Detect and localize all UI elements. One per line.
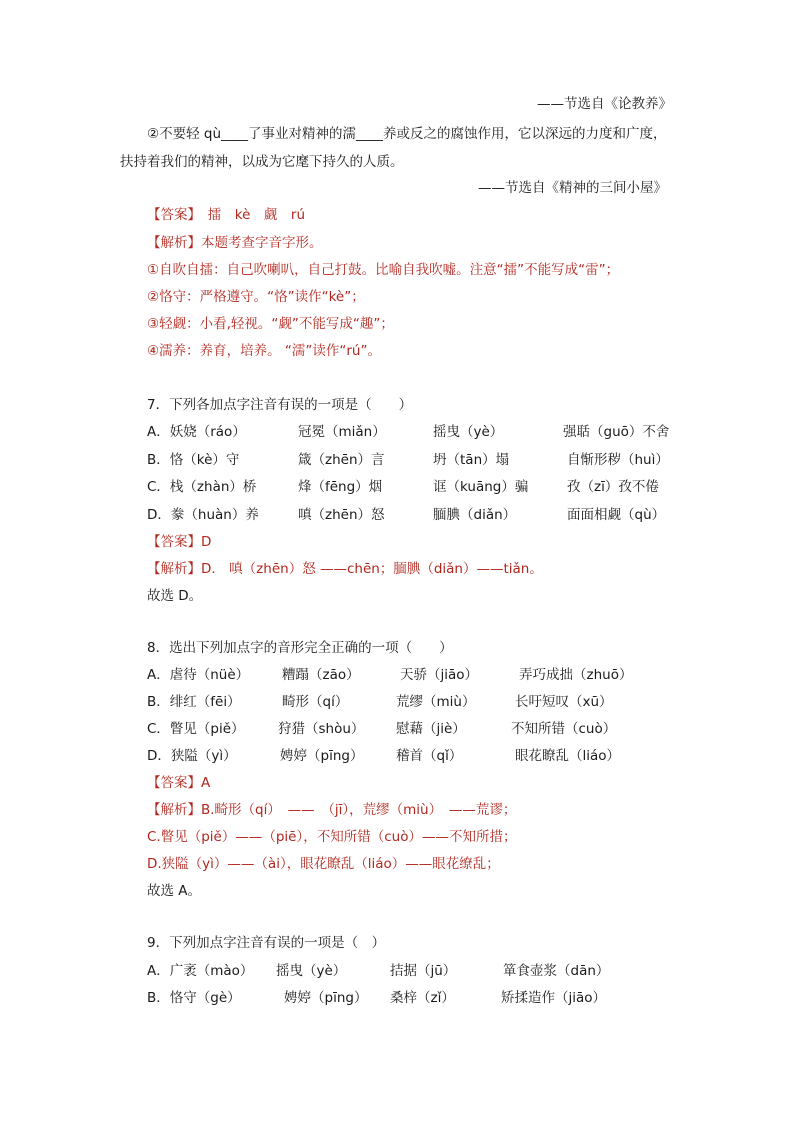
source-citation-2: ——节选自《精神的三间小屋》 — [478, 180, 667, 196]
q7-option-b-1: B．恪（kè）守 — [147, 452, 240, 468]
q8-option-c-4: 不知所错（cuò） — [511, 721, 617, 737]
q6-answer: 【答案】 擂 kè 觑 rú — [147, 207, 305, 223]
q9-option-a-1: A．广袤（mào） — [147, 963, 254, 979]
q7-option-b-2: 箴（zhēn）言 — [298, 452, 385, 468]
q8-option-b-1: B．绯红（fēi） — [147, 694, 241, 710]
q7-option-a-2: 冠冕（miǎn） — [298, 424, 386, 440]
passage-2-line-1: ②不要轻 qù____了事业对精神的濡____养或反之的腐蚀作用，它以深远的力度和广度， — [147, 126, 667, 142]
q9-option-b-2: 娉婷（pīng） — [284, 990, 368, 1006]
q8-option-a-3: 天骄（jiāo） — [400, 667, 479, 683]
q6-analysis-line: ①自吹自擂：自己吹喇叭，自己打鼓。比喻自我吹嘘。注意“擂”不能写成“雷”； — [147, 262, 620, 278]
q6-analysis-head: 【解析】本题考查字音字形。 — [147, 235, 323, 251]
q7-option-d-2: 嗔（zhēn）怒 — [298, 507, 385, 523]
q6-analysis-line: ③轻觑：小看,轻视。“觑”不能写成“趣”； — [147, 316, 394, 332]
q7-option-b-4: 自惭形秽（huì） — [567, 452, 669, 468]
q8-option-a-4: 弄巧成拙（zhuō） — [519, 667, 633, 683]
q7-option-a-4: 强聒（guō）不舍 — [563, 424, 670, 440]
q9-option-a-3: 拮据（jū） — [390, 963, 457, 979]
q8-option-b-3: 荒缪（miù） — [396, 694, 476, 710]
q7-option-c-2: 烽（fēng）烟 — [298, 479, 383, 495]
q9-stem: 9．下列加点字注音有误的一项是（ ） — [147, 935, 386, 951]
q7-option-b-3: 坍（tān）塌 — [433, 452, 510, 468]
q6-analysis-line: ④濡养：养育，培养。 “濡”读作“rú”。 — [147, 343, 381, 359]
q7-answer: 【答案】D — [147, 534, 212, 550]
q8-option-d-2: 娉婷（pīng） — [280, 748, 364, 764]
q9-option-a-2: 摇曳（yè） — [276, 963, 347, 979]
q8-analysis-line: C.瞥见（piě）——（piē），不知所错（cuò）——不知所措； — [147, 829, 517, 845]
q8-option-a-1: A．虐待（nüè） — [147, 667, 250, 683]
q6-analysis-line: ②恪守：严格遵守。“恪”读作“kè”； — [147, 289, 365, 305]
q8-option-c-1: C．瞥见（piě） — [147, 721, 245, 737]
q8-conclusion: 故选 A。 — [147, 883, 202, 899]
q9-option-a-4: 箪食壶浆（dān） — [503, 963, 610, 979]
passage-2-line-2: 扶持着我们的精神，以成为它麾下持久的人质。 — [120, 154, 404, 170]
source-citation-1: ——节选自《论教养》 — [537, 96, 672, 112]
q8-option-a-2: 糟蹋（zāo） — [282, 667, 360, 683]
q8-option-b-2: 畸形（qí） — [282, 694, 349, 710]
q7-option-c-4: 孜（zī）孜不倦 — [567, 479, 659, 495]
q7-option-d-3: 腼腆（diǎn） — [433, 507, 517, 523]
q7-stem: 7．下列各加点字注音有误的一项是（ ） — [147, 397, 413, 413]
q8-answer: 【答案】A — [147, 775, 211, 791]
q7-option-c-1: C．栈（zhàn）桥 — [147, 479, 257, 495]
q8-option-d-1: D．狭隘（yì） — [147, 748, 237, 764]
q8-option-c-3: 慰藉（jiè） — [396, 721, 466, 737]
q8-analysis-line: D.狭隘（yì）——（ài），眼花瞭乱（liáo）——眼花缭乱； — [147, 856, 500, 872]
q9-option-b-3: 桑梓（zǐ） — [390, 990, 455, 1006]
q9-option-b-1: B．恪守（gè） — [147, 990, 241, 1006]
q8-option-b-4: 长吁短叹（xū） — [515, 694, 613, 710]
q7-conclusion: 故选 D。 — [147, 588, 203, 604]
q9-option-b-4: 矫揉造作（jiāo） — [501, 990, 607, 1006]
q7-option-d-4: 面面相觑（qù） — [567, 507, 666, 523]
q8-stem: 8．选出下列加点字的音形完全正确的一项（ ） — [147, 640, 453, 656]
q8-option-d-4: 眼花瞭乱（liáo） — [515, 748, 621, 764]
q8-analysis-line: 【解析】B.畸形（qí） —— （jī），荒缪（miù） ——荒谬； — [147, 802, 517, 818]
q7-analysis: 【解析】D. 嗔（zhēn）怒 ——chēn；腼腆（diǎn）——tiǎn。 — [147, 561, 543, 577]
q7-option-d-1: D．豢（huàn）养 — [147, 507, 259, 523]
q8-option-c-2: 狩猎（shòu） — [278, 721, 365, 737]
q7-option-a-1: A．妖娆（ráo） — [147, 424, 246, 440]
q7-option-a-3: 摇曳（yè） — [433, 424, 504, 440]
q8-option-d-3: 稽首（qǐ） — [396, 748, 463, 764]
q7-option-c-3: 诓（kuāng）骗 — [433, 479, 529, 495]
